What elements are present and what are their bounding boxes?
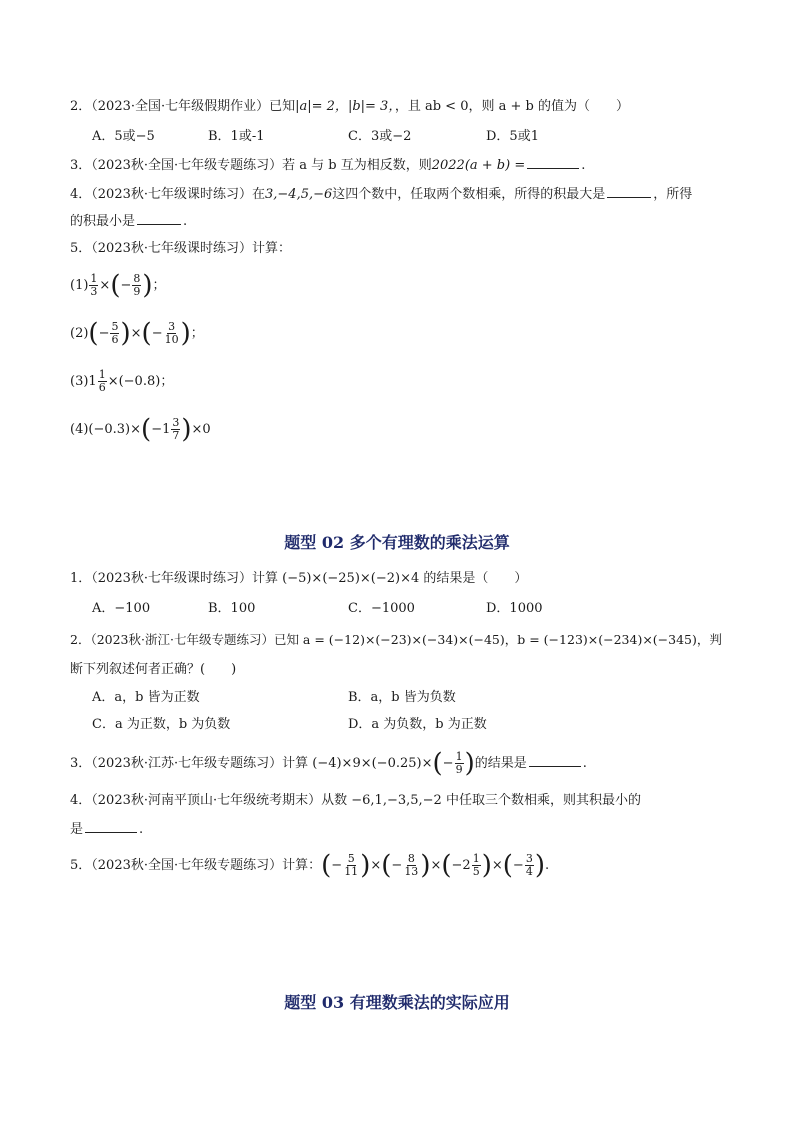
s2-question-3: 3．（2023秋·江苏·七年级专题练习）计算 (−4)×9×(−0.25)×(− $\frac{1}{9}$ )的结果是 . — [70, 748, 587, 779]
question-2-stem: 2．（2023·全国·七年级假期作业）已知|a|= 2，|b|= 3，，且 ab < 0，则 a + b 的值为（ ） — [70, 99, 629, 114]
calc-item-3: (3)1 $\frac{1}{6}$ ×(−0.8)； — [70, 368, 174, 394]
option-a: A．−100 — [92, 601, 151, 616]
question-5-stem: 5．（2023秋·七年级课时练习）计算： — [70, 241, 291, 256]
s2-question-5: 5．（2023秋·全国·七年级专题练习）计算：(− $\frac{5}{11}$ )×(− $\frac{8}{13}$ )×(−2 $\frac{1}{5}$ )×(− $\frac{3}{4}$ ). — [70, 850, 550, 881]
fraction: $\frac{5}{6}$ — [111, 320, 119, 346]
fraction: $\frac{5}{11}$ — [344, 852, 359, 878]
fraction: $\frac{1}{5}$ — [472, 852, 480, 878]
fraction: $\frac{3}{7}$ — [172, 416, 180, 442]
fraction: $\frac{1}{6}$ — [98, 368, 106, 394]
option-c: C．−1000 — [348, 601, 415, 616]
s2-question-1: 1．（2023秋·七年级课时练习）计算 (−5)×(−25)×(−2)×4 的结果是（ ） — [70, 571, 528, 586]
fraction: $\frac{8}{13}$ — [404, 852, 419, 878]
option-c: C．3或−2 — [348, 129, 412, 144]
fraction: $\frac{1}{3}$ — [90, 272, 98, 298]
option-d: D．1000 — [486, 601, 543, 616]
option-b: B．1或-1 — [208, 129, 265, 144]
option-b: B．100 — [208, 601, 256, 616]
question-4-line-2: 的积最小是 . — [70, 214, 188, 229]
option-d: D．5或1 — [486, 129, 539, 144]
s2-question-2-line-1: 2．（2023秋·浙江·七年级专题练习）已知 a = (−12)×(−23)×(−34)×(−45)，b = (−123)×(−234)×(−345)，判 — [70, 632, 722, 647]
option-a: A．5或−5 — [92, 129, 155, 144]
option-b: B．a，b 皆为负数 — [348, 690, 456, 705]
fraction: $\frac{8}{9}$ — [133, 272, 141, 298]
calc-item-1: (1) $\frac{1}{3}$ ×(− $\frac{8}{9}$ )； — [70, 270, 166, 301]
answer-blank-min — [137, 212, 181, 225]
answer-blank-max — [607, 185, 651, 198]
option-c: C．a 为正数，b 为负数 — [92, 717, 231, 732]
section-heading-03: 题型 03 有理数乘法的实际应用 — [284, 993, 510, 1012]
s2-question-4-line-2: 是 . — [70, 822, 144, 837]
option-a: A．a，b 皆为正数 — [92, 690, 200, 705]
answer-blank — [85, 820, 137, 833]
fraction: $\frac{3}{4}$ — [525, 852, 533, 878]
question-4-line-1: 4．（2023秋·七年级课时练习）在3,−4,5,−6这四个数中，任取两个数相乘，所得的积最大是 ，所得 — [70, 187, 693, 202]
calc-item-2: (2)(− $\frac{5}{6}$ )×(− $\frac{3}{10}$ )； — [70, 318, 204, 349]
fraction: $\frac{1}{9}$ — [455, 750, 463, 776]
answer-blank — [527, 156, 579, 169]
section-heading-02: 题型 02 多个有理数的乘法运算 — [284, 533, 510, 552]
answer-blank — [529, 754, 581, 767]
s2-question-4-line-1: 4．（2023秋·河南平顶山·七年级统考期末）从数 −6,1,−3,5,−2 中任取三个数相乘，则其积最小的 — [70, 793, 641, 808]
question-3: 3．（2023秋·全国·七年级专题练习）若 a 与 b 互为相反数，则2022(a + b) = . — [70, 158, 586, 173]
fraction: $\frac{3}{10}$ — [164, 320, 179, 346]
calc-item-4: (4)(−0.3)×(−1 $\frac{3}{7}$ )×0 — [70, 414, 211, 445]
s2-question-2-line-2: 断下列叙述何者正确？( ) — [70, 662, 237, 677]
option-d: D．a 为负数，b 为正数 — [348, 717, 487, 732]
